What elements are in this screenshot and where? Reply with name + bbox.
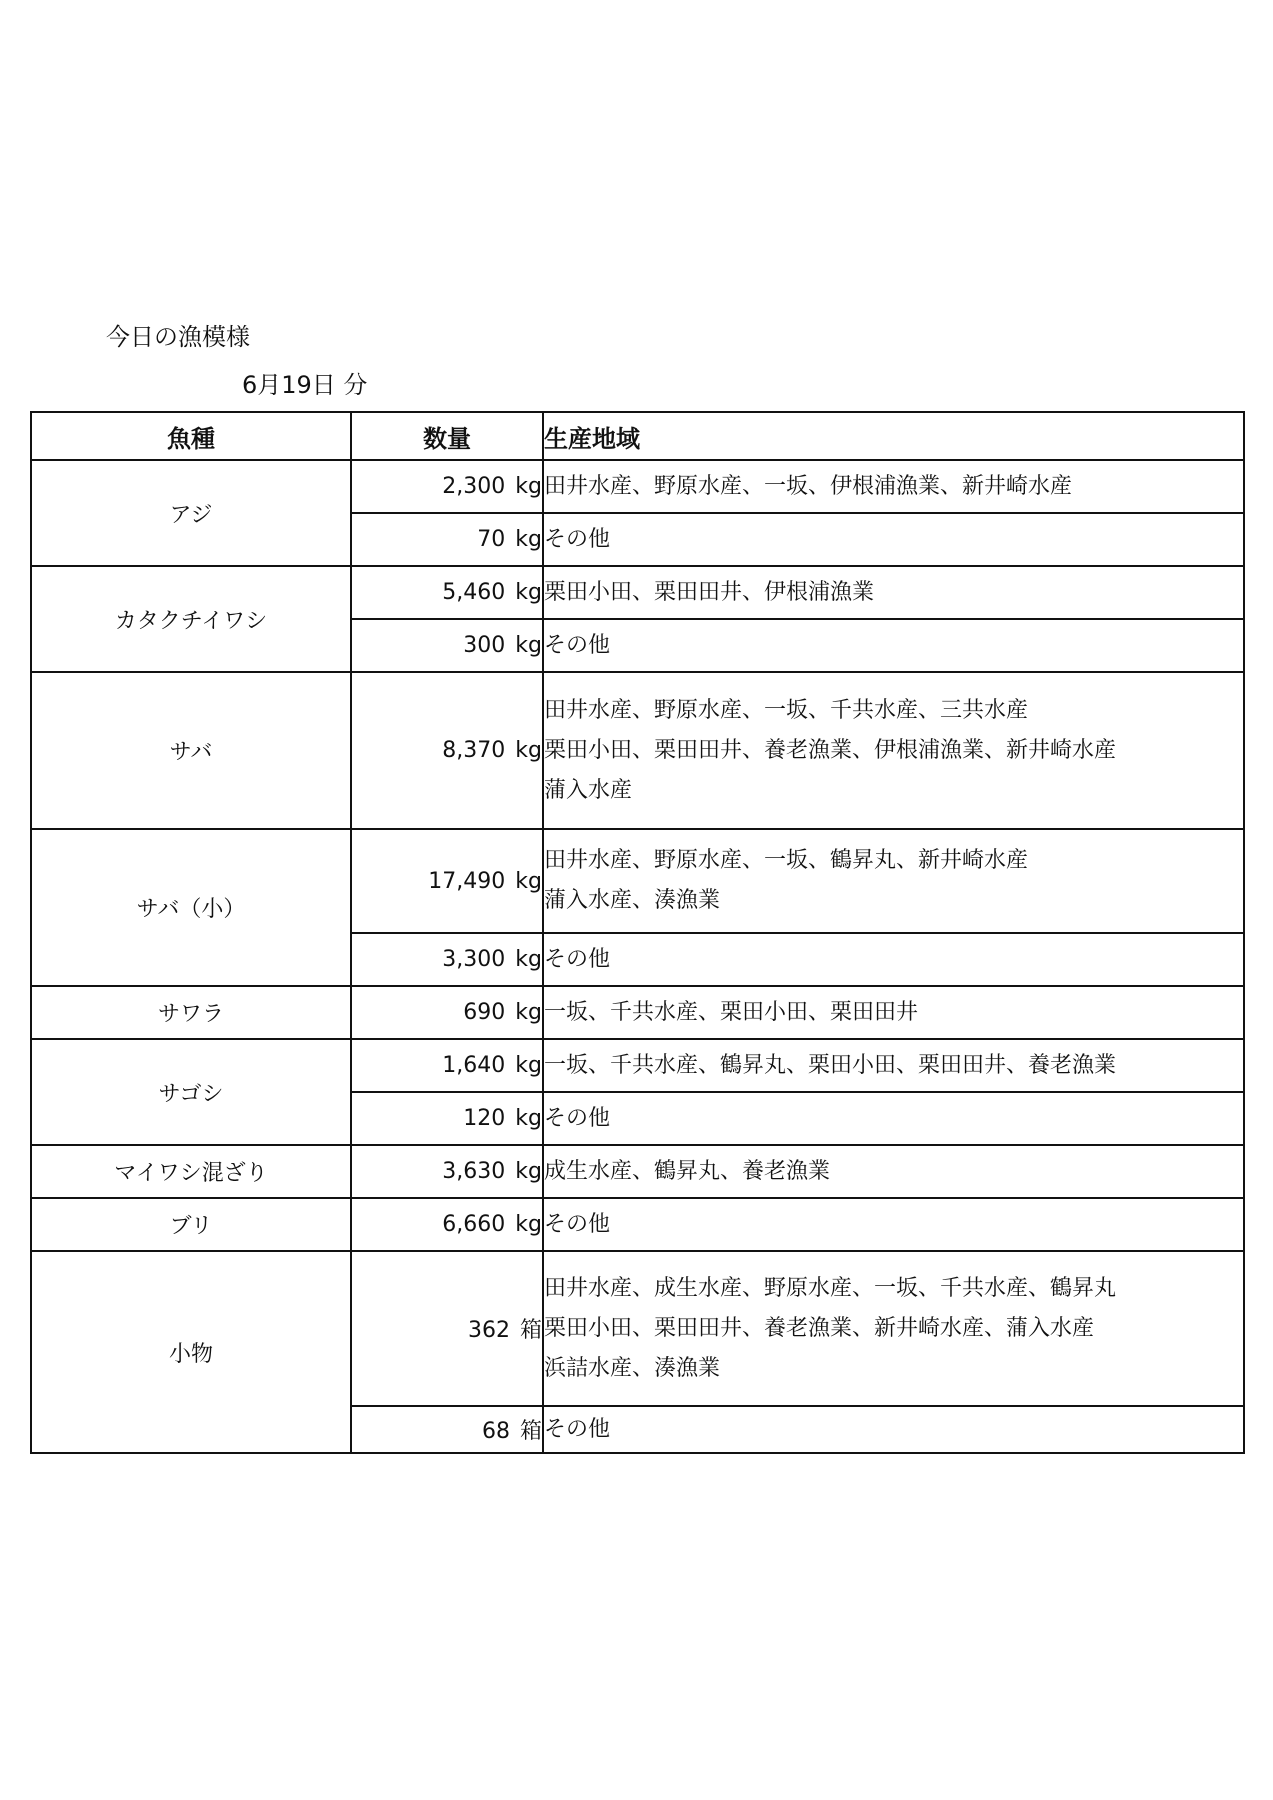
quantity-value: 120	[463, 1106, 506, 1131]
area-cell	[543, 829, 1244, 933]
table-row	[31, 460, 1244, 513]
quantity-unit: kg	[515, 474, 542, 499]
area-line: 田井水産、野原水産、一坂、鶴昇丸、新井崎水産	[544, 848, 1029, 873]
quantity-value: 690	[463, 1000, 506, 1025]
area-cell	[543, 986, 1244, 1039]
table-header-row	[31, 412, 1244, 460]
quantity-cell	[351, 566, 543, 619]
quantity-cell	[351, 513, 543, 566]
area-cell	[543, 1198, 1244, 1251]
area-line: 栗田小田、栗田田井、養老漁業、伊根浦漁業、新井崎水産	[544, 737, 1117, 763]
area-line: 一坂、千共水産、鶴昇丸、栗田小田、栗田田井、養老漁業	[544, 1052, 1117, 1078]
area-line: 栗田小田、栗田田井、伊根浦漁業	[544, 579, 875, 605]
quantity-unit: kg	[515, 868, 542, 894]
quantity-value: 17,490	[428, 868, 506, 894]
area-cell	[543, 1251, 1244, 1406]
quantity-value: 362	[467, 1318, 510, 1343]
area-cell	[543, 619, 1244, 672]
fish-name: サゴシ	[31, 1039, 351, 1145]
area-line: 蒲入水産	[544, 777, 633, 803]
quantity-unit: 箱	[519, 1318, 542, 1343]
fish-name: サバ	[31, 672, 351, 829]
quantity-value: 300	[463, 633, 506, 658]
quantity-unit: kg	[515, 633, 542, 658]
quantity-cell	[351, 986, 543, 1039]
area-cell	[543, 460, 1244, 513]
area-cell	[543, 672, 1244, 829]
area-cell	[543, 513, 1244, 566]
fish-name: アジ	[31, 460, 351, 566]
area-line: 栗田小田、栗田田井、養老漁業、新井崎水産、蒲入水産	[544, 1315, 1095, 1341]
table-row	[31, 986, 1244, 1039]
page-title: 今日の漁模様	[106, 323, 250, 351]
quantity-unit: 箱	[519, 1419, 542, 1444]
quantity-unit: kg	[515, 1106, 542, 1131]
quantity-cell	[351, 1039, 543, 1092]
quantity-cell	[351, 460, 543, 513]
fish-name: サワラ	[31, 986, 351, 1039]
quantity-unit: kg	[515, 527, 542, 552]
area-cell	[543, 1092, 1244, 1145]
area-line: 蒲入水産、湊漁業	[544, 888, 721, 913]
quantity-value: 68	[481, 1419, 510, 1444]
quantity-cell	[351, 1406, 543, 1453]
catch-table	[30, 411, 1245, 1454]
area-cell	[543, 1406, 1244, 1453]
area-line: その他	[544, 632, 611, 658]
table-row	[31, 672, 1244, 829]
table-row	[31, 1198, 1244, 1251]
quantity-unit: kg	[515, 580, 542, 605]
quantity-unit: kg	[515, 1159, 542, 1184]
quantity-cell	[351, 1092, 543, 1145]
area-line: 成生水産、鶴昇丸、養老漁業	[544, 1158, 831, 1184]
quantity-unit: kg	[515, 738, 542, 763]
quantity-value: 6,660	[442, 1212, 506, 1237]
header-area: 生産地域	[543, 412, 1244, 460]
quantity-cell	[351, 619, 543, 672]
area-cell	[543, 1145, 1244, 1198]
table-row	[31, 829, 1244, 933]
area-cell	[543, 1039, 1244, 1092]
area-line: その他	[544, 526, 611, 552]
area-line: その他	[544, 1211, 611, 1237]
fish-name: 小物	[31, 1251, 351, 1453]
quantity-cell	[351, 672, 543, 829]
area-line: その他	[544, 1416, 611, 1442]
quantity-value: 3,630	[442, 1159, 506, 1184]
fish-name: マイワシ混ざり	[31, 1145, 351, 1198]
quantity-value: 2,300	[442, 474, 506, 499]
quantity-cell	[351, 933, 543, 986]
report-date: 6月19日 分	[242, 371, 368, 399]
area-line: 一坂、千共水産、栗田小田、栗田田井	[544, 999, 919, 1025]
fish-name: サバ（小）	[31, 829, 351, 986]
table-row	[31, 1251, 1244, 1406]
quantity-cell	[351, 1251, 543, 1406]
header-quantity: 数量	[351, 412, 543, 460]
area-line: 田井水産、成生水産、野原水産、一坂、千共水産、鶴昇丸	[544, 1275, 1117, 1301]
quantity-unit: kg	[515, 1053, 542, 1078]
area-line: 田井水産、野原水産、一坂、伊根浦漁業、新井崎水産	[544, 473, 1073, 499]
quantity-cell	[351, 829, 543, 933]
quantity-value: 5,460	[442, 580, 506, 605]
quantity-unit: kg	[515, 1212, 542, 1237]
table-row	[31, 566, 1244, 619]
header-fish: 魚種	[31, 412, 351, 460]
area-cell	[543, 566, 1244, 619]
table-row	[31, 1145, 1244, 1198]
quantity-unit: kg	[515, 1000, 542, 1025]
quantity-value: 70	[477, 527, 506, 552]
area-cell	[543, 933, 1244, 986]
quantity-cell	[351, 1198, 543, 1251]
quantity-value: 3,300	[442, 947, 506, 972]
fish-name: カタクチイワシ	[31, 566, 351, 672]
area-line: その他	[544, 1105, 611, 1131]
table-row	[31, 1039, 1244, 1092]
area-line: その他	[544, 946, 611, 972]
quantity-cell	[351, 1145, 543, 1198]
quantity-value: 8,370	[442, 738, 506, 763]
area-line: 田井水産、野原水産、一坂、千共水産、三共水産	[544, 697, 1029, 723]
quantity-value: 1,640	[442, 1053, 506, 1078]
fish-name: ブリ	[31, 1198, 351, 1251]
quantity-unit: kg	[515, 947, 542, 972]
area-line: 浜詰水産、湊漁業	[544, 1355, 721, 1381]
